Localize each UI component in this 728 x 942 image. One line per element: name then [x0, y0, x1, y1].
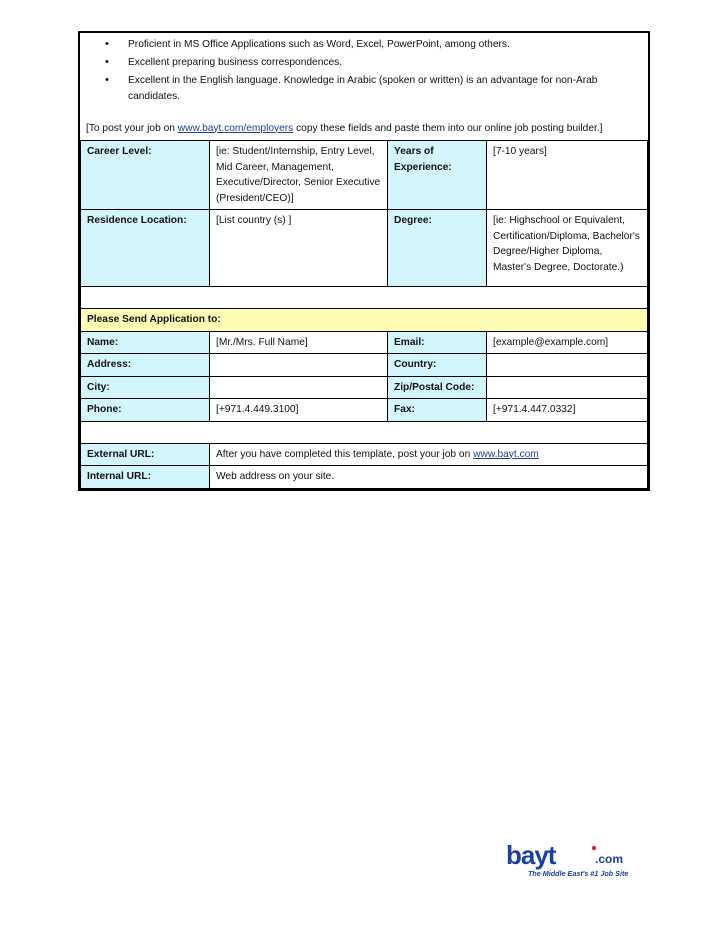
table-row: [81, 309, 648, 332]
list-item: • Excellent in the English language. Knowledge in Arabic (spoken or written) is an advantage for non-Arab candidates.: [105, 74, 598, 102]
bayt-logo: [506, 840, 646, 880]
city-value[interactable]: [210, 376, 388, 399]
phone-value[interactable]: [+971.4.449.3100]: [210, 399, 388, 422]
post-instructions: [To post your job on www.bayt.com/employers copy these fields and paste them into our online job posting builder.]: [86, 122, 603, 134]
address-label: Address:: [81, 354, 210, 377]
logo-wordmark: bayt: [506, 840, 556, 870]
career-level-value[interactable]: [ie: Student/Internship, Entry Level, Mid Career, Management, Executive/Director, Senior Executive (President/CEO)]: [210, 141, 388, 210]
list-item: • Proficient in MS Office Applications such as Word, Excel, PowerPoint, among others.: [105, 38, 510, 50]
list-item-text: Excellent preparing business correspondences.: [128, 57, 343, 68]
table-row: [81, 287, 648, 309]
logo-tagline: The Middle East's #1 Job Site: [528, 869, 629, 878]
external-url-label: External URL:: [81, 443, 210, 466]
table-row: [81, 443, 648, 466]
employers-link[interactable]: www.bayt.com/employers: [177, 122, 294, 134]
requirements-list: [86, 37, 642, 104]
phone-label: Phone:: [81, 399, 210, 422]
name-label: Name:: [81, 331, 210, 354]
city-label: City:: [81, 376, 210, 399]
email-value[interactable]: [example@example.com]: [487, 331, 648, 354]
country-value[interactable]: [487, 354, 648, 377]
logo-dot-icon: [592, 846, 596, 850]
zip-label: Zip/Postal Code:: [388, 376, 487, 399]
internal-url-label: Internal URL:: [81, 466, 210, 489]
degree-value[interactable]: [ie: Highschool or Equivalent, Certification/Diploma, Bachelor's Degree/Higher Diploma, Master's Degree, Doctorate.): [487, 210, 648, 287]
spacer-row: [81, 421, 648, 443]
address-value[interactable]: [210, 354, 388, 377]
career-level-label: Career Level:: [81, 141, 210, 210]
job-template-document: [78, 31, 650, 491]
years-experience-value[interactable]: [7-10 years]: [487, 141, 648, 210]
zip-value[interactable]: [487, 376, 648, 399]
table-row: [81, 354, 648, 377]
spacer-row: [81, 287, 648, 309]
application-header: Please Send Application to:: [81, 309, 648, 332]
residence-label: Residence Location:: [81, 210, 210, 287]
list-item-text: Excellent in the English language. Knowledge in Arabic (spoken or written) is an advantage for non-Arab candidates.: [128, 75, 598, 102]
table-row: [81, 376, 648, 399]
country-label: Country:: [388, 354, 487, 377]
bayt-logo-icon: [506, 840, 646, 880]
external-url-value: After you have completed this template, post your job on www.bayt.com: [210, 443, 648, 466]
internal-url-value[interactable]: Web address on your site.: [210, 466, 648, 489]
table-row: [81, 141, 648, 210]
table-row: [81, 210, 648, 287]
email-label: Email:: [388, 331, 487, 354]
table-row: [81, 399, 648, 422]
fax-label: Fax:: [388, 399, 487, 422]
table-row: [81, 466, 648, 489]
list-item: • Excellent preparing business correspondences.: [105, 56, 343, 68]
logo-suffix: .com: [595, 852, 624, 866]
degree-label: Degree:: [388, 210, 487, 287]
list-item-text: Proficient in MS Office Applications such as Word, Excel, PowerPoint, among others.: [128, 39, 510, 50]
fax-value[interactable]: [+971.4.447.0332]: [487, 399, 648, 422]
intro-section: [80, 33, 648, 140]
table-row: [81, 421, 648, 443]
bayt-link[interactable]: www.bayt.com: [473, 448, 539, 460]
name-value[interactable]: [Mr./Mrs. Full Name]: [210, 331, 388, 354]
job-details-table: [80, 140, 648, 489]
residence-value[interactable]: [List country (s) ]: [210, 210, 388, 287]
years-experience-label: Years of Experience:: [388, 141, 487, 210]
table-row: [81, 331, 648, 354]
